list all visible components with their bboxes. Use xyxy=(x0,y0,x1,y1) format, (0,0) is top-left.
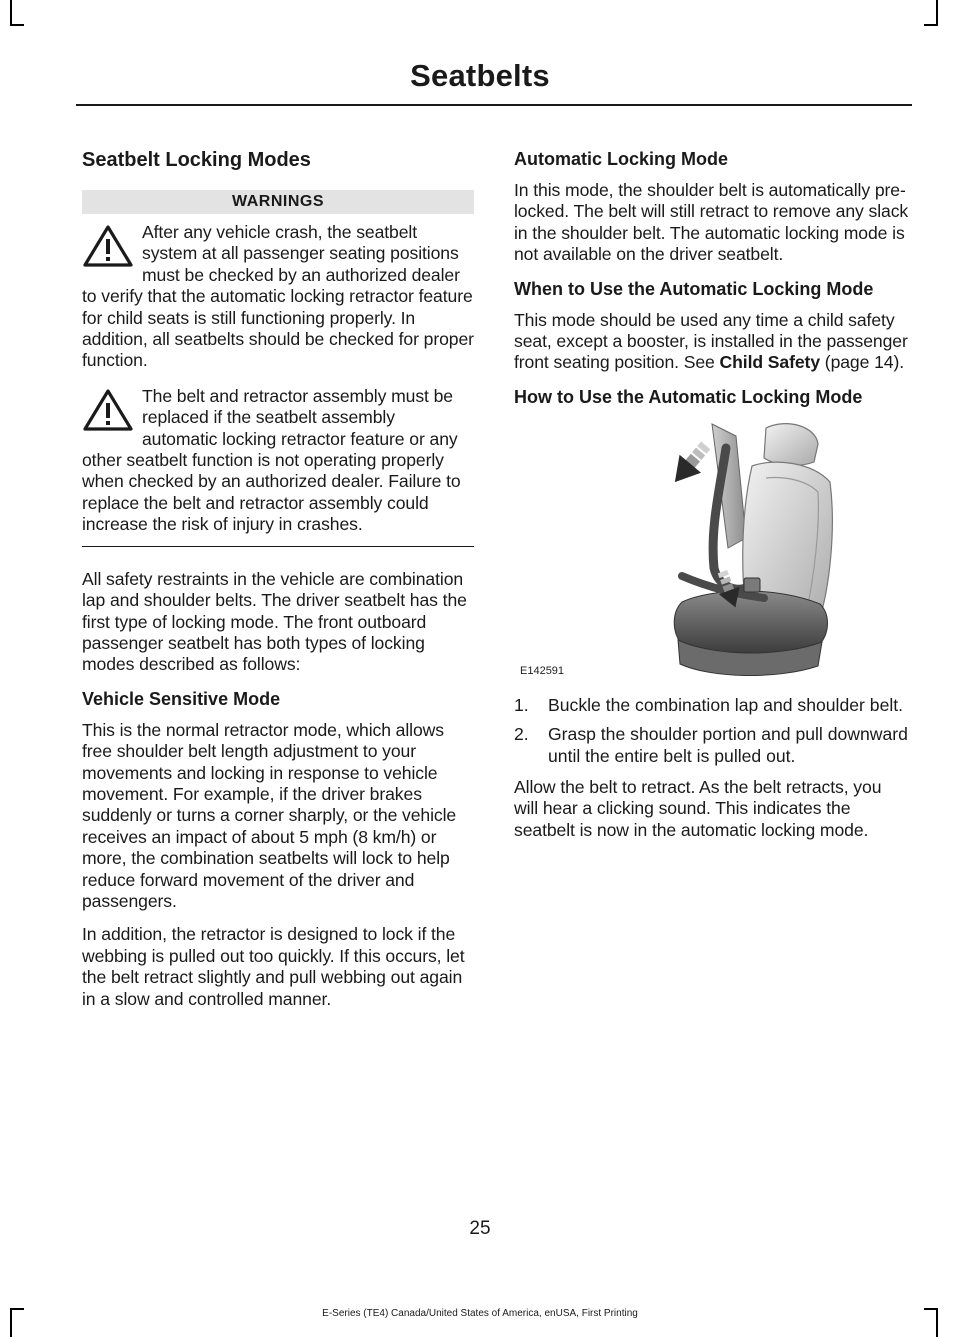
text-run: (page 14). xyxy=(820,352,905,373)
step-text: Grasp the shoulder portion and pull downward until the entire belt is pulled out. xyxy=(548,724,908,766)
right-column xyxy=(514,140,910,853)
subheading-how-to-use: How to Use the Automatic Locking Mode xyxy=(514,386,863,407)
intro-paragraph: All safety restraints in the vehicle are combination lap and shoulder belts. The driver seatbelt has the first type of locking mode. The front outboard passenger seatbelt has both types of locking modes described as follows: xyxy=(82,568,467,675)
body-paragraph: Allow the belt to retract. As the belt retracts, you will hear a clicking sound. This indicates the seatbelt is now in the automatic locking mode. xyxy=(514,777,882,840)
list-item xyxy=(514,724,910,767)
crop-mark xyxy=(10,24,24,26)
section-heading: Seatbelt Locking Modes xyxy=(82,149,311,171)
warning-triangle-icon xyxy=(82,224,134,268)
crop-mark xyxy=(924,24,938,26)
warning-triangle-icon xyxy=(82,388,134,432)
cross-reference-link[interactable]: Child Safety xyxy=(719,352,821,373)
step-text: Buckle the combination lap and shoulder belt. xyxy=(548,694,904,715)
body-paragraph xyxy=(514,310,910,374)
body-paragraph: In addition, the retractor is designed to lock if the webbing is pulled out too quickly. If this occurs, let the belt retract slightly and pull webbing out again in a slow and controlled manner. xyxy=(82,924,465,1009)
publication-footer: E-Series (TE4) Canada/United States of America, enUSA, First Printing xyxy=(322,1308,638,1319)
warning-text: The belt and retractor assembly must be replaced if the seatbelt assembly automatic locking retractor feature or any other seatbelt function is not operating properly when checked by an authorized dealer. Failure to replace the belt and retractor assembly could increase the risk of injury in crashes. xyxy=(82,385,461,535)
step-number: 2. xyxy=(514,724,529,745)
step-number: 1. xyxy=(514,694,529,715)
warning-text: After any vehicle crash, the seatbelt system at all passenger seating positions must be checked by an authorized dealer to verify that the automatic locking retractor feature for child seats is still functioning properly. In addition, all seatbelts should be checked for proper function. xyxy=(82,222,474,371)
steps-list xyxy=(514,695,910,767)
warning-item xyxy=(82,222,474,372)
page-number: 25 xyxy=(469,1218,491,1239)
warning-item xyxy=(82,386,474,536)
crop-mark xyxy=(936,0,938,26)
seat-belt-illustration xyxy=(514,418,910,683)
body-paragraph: In this mode, the shoulder belt is automatically pre-locked. The belt will still retract to remove any slack in the shoulder belt. The automatic locking mode is not available on the driver seatbelt. xyxy=(514,180,909,265)
crop-mark xyxy=(10,0,12,26)
text-run: This mode should be used any time a child safety seat, except a booster, is installed in the passenger front seating position. See xyxy=(514,309,908,373)
seat-illustration xyxy=(514,418,910,683)
body-paragraph: This is the normal retractor mode, which allows free shoulder belt length adjustment to your movements and locking in response to vehicle movement. For example, if the driver brakes suddenly or turns a corner sharply, or the vehicle receives an impact of about 5 mph (8 km/h) or more, the combination seatbelts will lock to help reduce forward movement of the driver and passengers. xyxy=(82,719,457,911)
left-column xyxy=(82,140,474,1022)
header-rule xyxy=(76,104,912,106)
warnings-rule xyxy=(82,546,474,547)
subheading-automatic-locking: Automatic Locking Mode xyxy=(514,149,729,169)
figure-code: E142591 xyxy=(520,664,565,677)
warnings-header: WARNINGS xyxy=(82,190,474,214)
page-title: Seatbelts xyxy=(410,58,550,93)
subheading-when-to-use: When to Use the Automatic Locking Mode xyxy=(514,278,874,299)
list-item xyxy=(514,695,910,716)
subheading-vehicle-sensitive: Vehicle Sensitive Mode xyxy=(82,688,281,709)
